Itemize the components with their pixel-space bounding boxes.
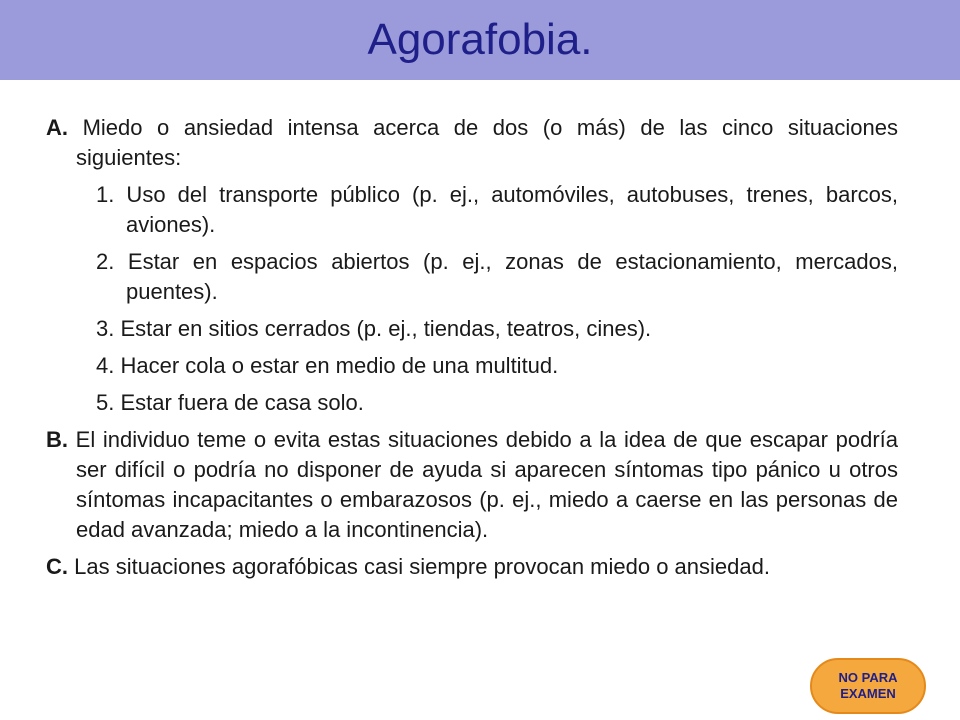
situation-item-5: 5. Estar fuera de casa solo. <box>96 390 364 415</box>
criterion-b <box>46 425 898 545</box>
criterion-a-text: Miedo o ansiedad intensa acerca de dos (o más) de las cinco situaciones siguientes: <box>76 115 898 170</box>
criteria-list <box>46 113 898 582</box>
situation-item-3: 3. Estar en sitios cerrados (p. ej., tiendas, teatros, cines). <box>96 316 652 341</box>
situation-item-1: 1. Uso del transporte público (p. ej., automóviles, autobuses, trenes, barcos, aviones). <box>96 182 898 237</box>
criterion-b-label: B. <box>46 427 68 452</box>
criterion-a-label: A. <box>46 115 68 140</box>
criterion-c-text: Las situaciones agorafóbicas casi siempre provocan miedo o ansiedad. <box>74 554 770 579</box>
badge-line-2: EXAMEN <box>840 686 896 701</box>
slide-title: Agorafobia. <box>367 15 593 64</box>
situation-item-2: 2. Estar en espacios abiertos (p. ej., zonas de estacionamiento, mercados, puentes). <box>96 249 898 304</box>
badge-line-1: NO PARA <box>838 670 898 685</box>
criterion-c-label: C. <box>46 554 68 579</box>
situation-item-4: 4. Hacer cola o estar en medio de una multitud. <box>96 353 559 378</box>
criterion-b-text: El individuo teme o evita estas situaciones debido a la idea de que escapar podría ser difícil o podría no disponer de ayuda si aparecen síntomas tipo pánico u otros síntomas incapacitantes o embarazosos (p. ej., miedo a caerse en las personas de edad avanzada; miedo a la incontinencia). <box>75 427 898 542</box>
criterion-c <box>46 552 898 582</box>
not-for-exam-badge <box>810 658 926 714</box>
criterion-a <box>46 113 898 173</box>
